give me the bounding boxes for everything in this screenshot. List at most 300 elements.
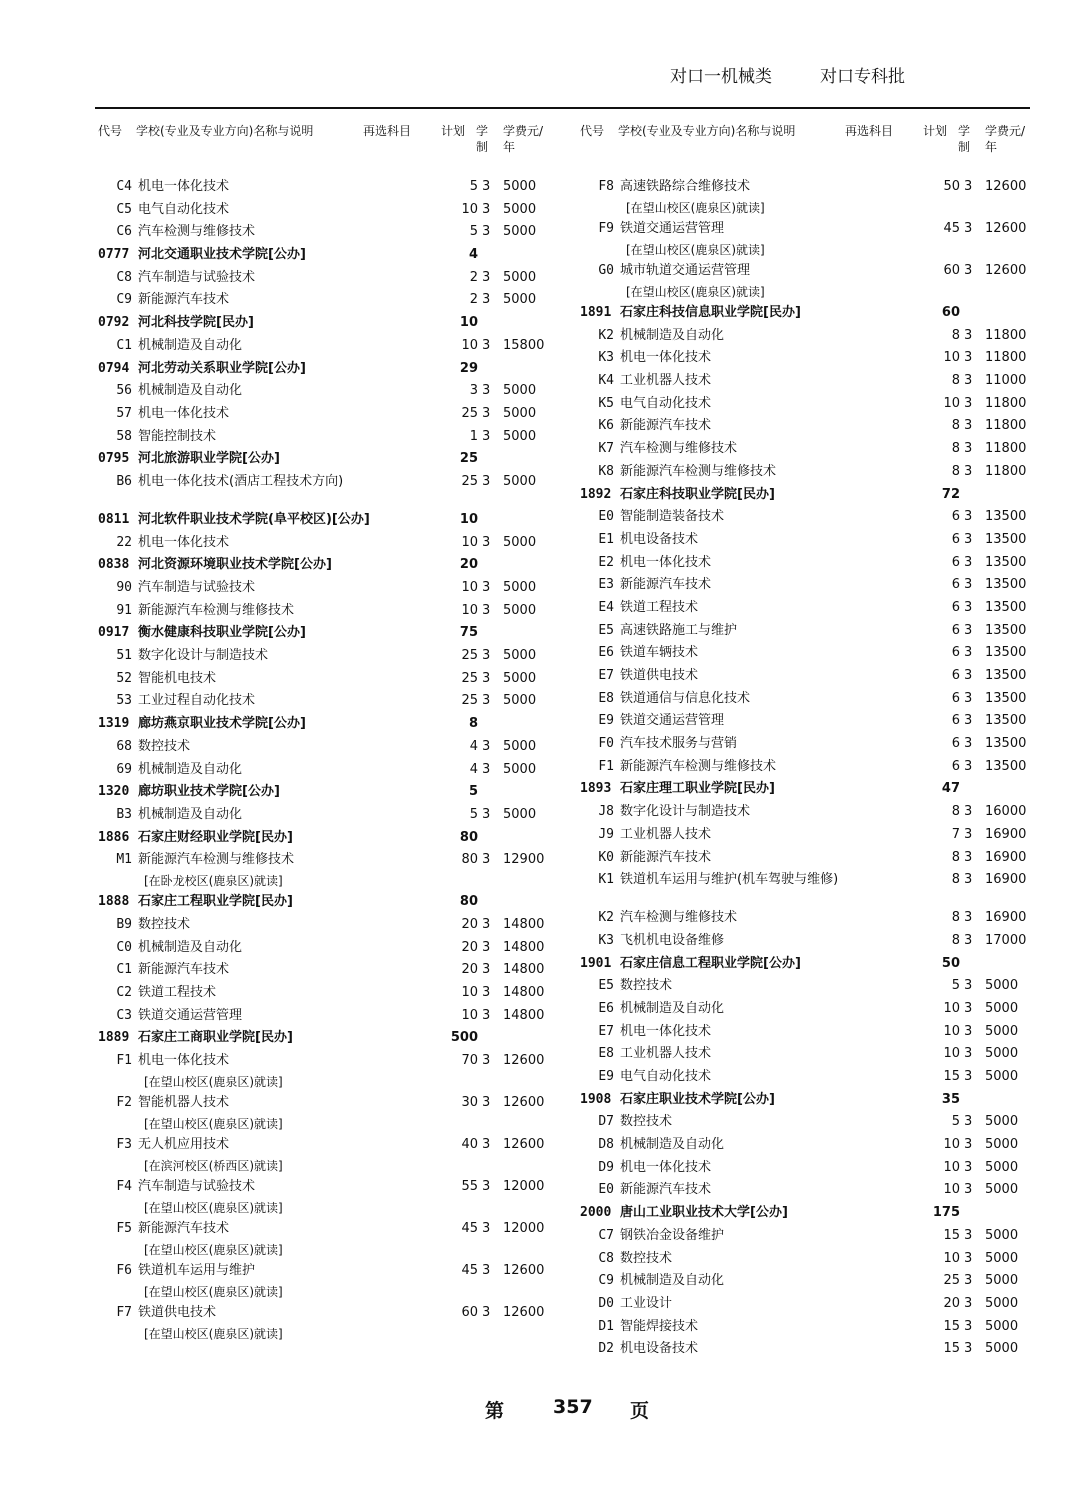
plan-cell: 8 [951,441,960,457]
major-row [98,1176,553,1218]
code-cell: E7 [598,668,614,683]
code-cell: K8 [598,463,614,479]
plan-cell: 2 [469,292,478,308]
subject-header: 再选科目 [845,124,894,138]
campus-note: [在望山校区(鹿泉区)就读] [626,201,765,215]
code-cell: B9 [116,916,132,932]
code-cell: C8 [116,269,132,285]
major-row [580,642,1035,665]
school-row [98,244,553,267]
name-cell: 机械制造及自动化 [138,761,243,777]
plan-cell: 20 [459,557,478,573]
code-cell: C5 [116,201,132,217]
name-cell: 机械制造及自动化 [138,337,243,353]
major-row [580,620,1035,643]
major-row [580,975,1035,998]
major-row [580,801,1035,824]
code-cell: B3 [116,806,132,822]
plan-cell: 6 [951,531,960,547]
fee-cell: 5000 [503,383,537,399]
major-row [580,907,1035,930]
fee-cell: 13500 [985,713,1027,729]
name-cell: 电气自动化技术 [620,395,712,411]
fee-cell: 5000 [985,1159,1019,1175]
plan-cell: 10 [943,1046,960,1062]
code-cell: F5 [116,1221,132,1237]
code-cell: F1 [598,758,614,774]
column-header [580,118,1035,166]
campus-note: [在望山校区(鹿泉区)就读] [144,1201,283,1216]
major-row [98,668,553,691]
campus-note: [在望山校区(鹿泉区)就读] [626,285,765,299]
plan-cell: 8 [951,910,960,926]
code-cell: 91 [116,602,132,618]
plan-cell: 8 [951,849,960,865]
name-cell: 工业过程自动化技术 [138,693,256,709]
plan-cell: 3 [469,383,478,399]
major-row [580,824,1035,847]
code-cell: 0794 [98,360,130,376]
fee-cell: 12600 [503,1263,545,1279]
plan-cell: 20 [461,916,478,932]
fee-cell: 13500 [985,531,1027,547]
fee-cell: 5000 [503,648,537,664]
fee-cell: 5000 [503,428,537,444]
school-row [580,953,1035,976]
code-cell: E0 [598,1182,614,1198]
code-cell: C0 [116,939,132,955]
right-column [580,118,1035,1358]
fee-cell: 5000 [503,670,537,686]
plan-cell: 5 [951,978,960,994]
code-cell: 56 [116,383,132,399]
years-cell: 3 [964,932,973,948]
name-cell: 汽车技术服务与营销 [620,736,738,752]
plan-cell: 10 [943,1159,960,1175]
years-cell: 3 [964,327,973,343]
fee-cell: 13500 [985,577,1027,593]
name-cell: 河北软件职业技术学院(阜平校区)[公办] [138,511,370,527]
major-row [98,221,553,244]
plan-cell: 10 [461,985,478,1000]
page-header [670,62,970,92]
code-cell: F7 [116,1305,132,1321]
major-row [98,1050,553,1092]
code-cell: C9 [598,1273,614,1289]
code-cell: 1892 [580,486,612,502]
years-cell: 3 [964,1023,973,1039]
campus-note: [在望山校区(鹿泉区)就读] [144,1327,283,1342]
major-row [98,600,553,623]
code-cell: M1 [116,852,132,868]
school-header: 学校(专业及专业方向)名称与说明 [136,124,314,138]
code-cell: F8 [598,179,614,194]
years-cell: 3 [482,337,491,353]
plan-cell: 70 [461,1053,478,1069]
name-cell: 机电一体化技术 [138,179,230,194]
plan-cell: 40 [461,1137,478,1153]
code-header: 代号 [98,124,123,138]
column-header [98,118,553,166]
code-cell: F4 [116,1179,132,1195]
plan-cell: 10 [943,1137,960,1153]
plan-cell: 50 [943,179,960,194]
school-row [580,1089,1035,1112]
major-row [580,1293,1035,1316]
years-cell: 3 [482,1221,491,1237]
fee-cell: 16900 [985,826,1027,842]
name-cell: 机电一体化技术 [138,1053,230,1069]
years-cell: 3 [482,602,491,618]
name-cell: 铁道交通运营管理 [620,713,725,729]
fee-cell: 5000 [985,1250,1019,1266]
left-rows [98,176,553,1344]
name-cell: 新能源汽车技术 [620,577,712,593]
years-header: 学制 [958,124,971,154]
name-cell: 铁道机车运用与维护 [138,1263,256,1279]
major-row [580,260,1035,302]
code-cell: C9 [116,292,132,308]
name-cell: 石家庄信息工程职业学院[公办] [620,955,801,971]
code-cell: E9 [598,713,614,729]
code-cell: K0 [598,849,614,865]
years-cell: 3 [964,758,973,774]
major-row [580,438,1035,461]
fee-cell: 5000 [503,580,537,595]
fee-header: 学费元/年 [985,124,1026,154]
plan-cell: 2 [469,269,478,285]
years-cell: 3 [482,1053,491,1069]
school-row [98,781,553,804]
fee-cell: 5000 [985,1318,1019,1334]
plan-cell: 60 [941,305,960,320]
fee-header: 学费元/年 [503,124,544,154]
plan-cell: 5 [468,784,478,800]
code-cell: 52 [116,670,132,686]
name-cell: 河北资源环境职业技术学院[公办] [138,557,332,573]
years-cell: 3 [964,441,973,457]
plan-cell: 8 [951,932,960,948]
name-cell: 石家庄工程职业学院[民办] [138,894,293,910]
code-cell: K7 [598,441,614,457]
years-cell: 3 [964,1227,973,1243]
code-cell: 90 [116,580,132,595]
code-cell: K3 [598,350,614,366]
years-cell: 3 [964,395,973,411]
code-cell: 1889 [98,1030,130,1046]
batch-label: 对口专科批 [820,67,905,87]
code-cell: K4 [598,373,614,389]
code-cell: C7 [598,1227,614,1243]
name-cell: 石家庄工商职业学院[民办] [138,1030,293,1046]
campus-note: [在望山校区(鹿泉区)就读] [144,1243,283,1258]
code-cell: 1891 [580,305,612,320]
plan-cell: 8 [951,373,960,389]
name-cell: 机电一体化技术 [620,350,712,366]
plan-cell: 6 [951,554,960,570]
major-row [98,959,553,982]
name-cell: 数控技术 [620,1250,673,1266]
code-cell: C4 [116,179,132,194]
plan-cell: 25 [943,1273,960,1289]
years-cell: 3 [482,269,491,285]
major-row [98,1260,553,1302]
plan-cell: 10 [459,511,478,527]
years-cell: 3 [964,622,973,638]
major-row [580,370,1035,393]
code-cell: C2 [116,985,132,1000]
name-cell: 汽车制造与试验技术 [138,1179,256,1195]
years-cell: 3 [964,849,973,865]
code-cell: D2 [598,1341,614,1357]
fee-cell: 5000 [985,1295,1019,1311]
years-cell: 3 [482,1007,491,1023]
fee-cell: 5000 [985,1137,1019,1153]
name-cell: 机电一体化技术(酒店工程技术方向) [138,473,344,489]
years-cell: 3 [964,1273,973,1289]
major-row [580,1043,1035,1066]
fee-cell: 12600 [985,263,1027,278]
name-cell: 石家庄财经职业学院[民办] [138,829,293,845]
name-cell: 廊坊职业技术学院[公办] [138,784,280,800]
years-cell: 3 [964,668,973,683]
school-row [98,312,553,335]
years-cell: 3 [482,1095,491,1111]
code-cell: F1 [116,1053,132,1069]
school-row [98,358,553,381]
code-cell: 68 [116,738,132,754]
name-cell: 新能源汽车技术 [620,849,712,865]
code-cell: 57 [116,405,132,421]
years-header: 学制 [476,124,489,154]
plan-cell: 4 [469,761,478,777]
years-cell: 3 [482,224,491,240]
fee-cell: 5000 [503,292,537,308]
name-cell: 铁道工程技术 [138,985,217,1000]
plan-cell: 5 [951,1114,960,1130]
years-cell: 3 [482,405,491,421]
fee-cell: 13500 [985,758,1027,774]
plan-cell: 4 [468,247,478,263]
major-row [580,710,1035,733]
plan-cell: 7 [951,826,960,842]
major-row [98,1134,553,1176]
plan-cell: 10 [459,315,478,331]
years-cell: 3 [482,939,491,955]
fee-cell: 13500 [985,645,1027,661]
major-row [98,199,553,222]
fee-cell: 5000 [503,738,537,754]
fee-cell: 5000 [985,1023,1019,1039]
fee-cell: 14800 [503,985,545,1000]
major-row [580,347,1035,370]
campus-note: [在望山校区(鹿泉区)就读] [144,1075,283,1090]
major-row [580,325,1035,348]
plan-cell: 6 [951,713,960,729]
code-cell: 51 [116,648,132,664]
years-cell: 3 [964,872,973,888]
years-cell: 3 [964,690,973,706]
code-cell: K3 [598,932,614,948]
name-cell: 机电一体化技术 [620,1023,712,1039]
major-row [580,1316,1035,1339]
name-cell: 机械制造及自动化 [138,939,243,955]
name-cell: 石家庄理工职业学院[民办] [620,781,775,797]
fee-cell: 11800 [985,395,1027,411]
major-row [98,804,553,827]
plan-cell: 15 [943,1341,960,1357]
major-row [580,688,1035,711]
page-footer [485,1396,665,1426]
fee-cell: 12000 [503,1221,545,1237]
plan-cell: 6 [951,577,960,593]
fee-cell: 5000 [503,693,537,709]
name-cell: 机电设备技术 [620,531,699,547]
name-cell: 新能源汽车检测与维修技术 [138,602,295,618]
years-cell: 3 [482,985,491,1000]
fee-cell: 12000 [503,1179,545,1195]
fee-cell: 12600 [985,221,1027,236]
years-cell: 3 [482,1137,491,1153]
code-cell: D1 [598,1318,614,1334]
name-cell: 汽车检测与维修技术 [138,224,256,240]
code-cell: F3 [116,1137,132,1153]
major-row [98,1302,553,1344]
plan-cell: 15 [943,1318,960,1334]
fee-cell: 13500 [985,668,1027,683]
plan-cell: 35 [941,1091,960,1107]
fee-cell: 12600 [503,1053,545,1069]
plan-cell: 8 [951,418,960,434]
name-cell: 数字化设计与制造技术 [138,648,269,664]
fee-cell: 12600 [985,179,1027,194]
fee-cell: 17000 [985,932,1027,948]
school-row [98,891,553,914]
plan-cell: 6 [951,509,960,525]
subject-header: 再选科目 [363,124,412,138]
code-cell: 0811 [98,511,130,527]
plan-cell: 10 [943,350,960,366]
years-cell: 3 [964,531,973,547]
fee-cell: 5000 [503,473,537,489]
fee-cell: 5000 [985,1227,1019,1243]
fee-cell: 16900 [985,849,1027,865]
code-cell: 1886 [98,829,130,845]
fee-cell: 15800 [503,337,545,353]
major-row [580,574,1035,597]
name-cell: 机电一体化技术 [138,534,230,550]
name-cell: 数控技术 [138,916,191,932]
code-cell: J9 [598,826,614,842]
years-cell: 3 [964,373,973,389]
years-cell: 3 [964,1318,973,1334]
plan-cell: 20 [943,1295,960,1311]
years-cell: 3 [482,580,491,595]
plan-cell: 6 [951,736,960,752]
fee-cell: 16900 [985,872,1027,888]
code-cell: E0 [598,509,614,525]
plan-cell: 15 [943,1227,960,1243]
plan-cell: 10 [943,395,960,411]
major-row [580,1338,1035,1361]
fee-cell: 5000 [503,534,537,550]
name-cell: 新能源汽车技术 [138,1221,230,1237]
name-cell: 数控技术 [620,1114,673,1130]
name-cell: 智能控制技术 [138,428,217,444]
plan-cell: 10 [943,1023,960,1039]
years-cell: 3 [964,221,973,236]
code-cell: J8 [598,804,614,820]
code-cell: 0792 [98,315,130,331]
code-cell: E4 [598,599,614,615]
plan-cell: 8 [468,716,478,732]
years-cell: 3 [964,554,973,570]
plan-cell: 6 [951,668,960,683]
major-row [98,849,553,891]
major-row [580,998,1035,1021]
major-row [580,529,1035,552]
plan-cell: 29 [459,360,478,376]
code-cell: C6 [116,224,132,240]
fee-cell: 5000 [503,602,537,618]
code-cell: E6 [598,645,614,661]
major-row [98,1218,553,1260]
fee-cell: 12900 [503,852,545,868]
name-cell: 铁道工程技术 [620,599,699,615]
name-cell: 铁道机车运用与维护(机车驾驶与维修) [620,872,839,888]
fee-cell: 13500 [985,554,1027,570]
years-cell: 3 [482,292,491,308]
years-cell: 3 [482,738,491,754]
name-cell: 数控技术 [620,978,673,994]
years-cell: 3 [482,916,491,932]
years-cell: 3 [964,1046,973,1062]
plan-cell: 10 [461,602,478,618]
years-cell: 3 [482,1179,491,1195]
code-cell: C8 [598,1250,614,1266]
years-cell: 3 [482,383,491,399]
years-cell: 3 [964,509,973,525]
category-label: 对口一机械类 [670,67,772,87]
fee-cell: 11800 [985,463,1027,479]
major-row [98,289,553,312]
years-cell: 3 [482,693,491,709]
name-cell: 数字化设计与制造技术 [620,804,751,820]
major-row [98,403,553,426]
name-cell: 智能制造装备技术 [620,509,725,525]
plan-cell: 47 [941,781,960,797]
plan-cell: 6 [951,758,960,774]
years-cell: 3 [482,534,491,550]
school-row [580,1202,1035,1225]
plan-cell: 8 [951,804,960,820]
fee-cell: 11800 [985,418,1027,434]
fee-cell: 5000 [985,1069,1019,1084]
name-cell: 机械制造及自动化 [138,383,243,399]
major-row [580,393,1035,416]
school-row [98,554,553,577]
plan-cell: 30 [461,1095,478,1111]
fee-cell: 14800 [503,962,545,978]
left-column [98,118,553,1358]
fee-cell: 5000 [985,1114,1019,1130]
code-cell: K2 [598,910,614,926]
school-row [98,622,553,645]
major-row [98,1092,553,1134]
name-cell: 机械制造及自动化 [620,1137,725,1153]
name-cell: 唐山工业职业技术大学[公办] [620,1205,788,1221]
code-cell: C1 [116,962,132,978]
